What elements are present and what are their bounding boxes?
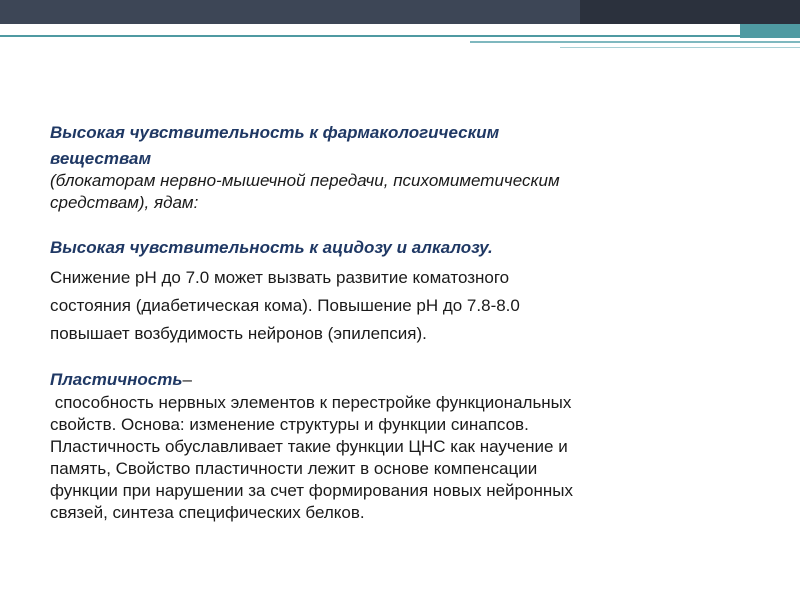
plasticity-heading — [50, 368, 750, 392]
header-band-dark — [580, 0, 800, 24]
accent-line — [560, 47, 800, 48]
plasticity-dash: – — [182, 370, 192, 389]
plasticity-line: память, Свойство пластичности лежит в основе компенсации — [50, 459, 538, 478]
accent-line — [470, 41, 800, 43]
plasticity-line: связей, синтеза специфических белков. — [50, 503, 365, 522]
acidosis-line3: повышает возбудимость нейронов (эпилепсия). — [50, 324, 427, 343]
acidosis-line2: состояния (диабетическая кома). Повышение рН до 7.8-8.0 — [50, 296, 520, 315]
spacer — [50, 348, 750, 368]
slide-content — [50, 118, 750, 524]
pharmacology-heading-line2: веществам — [50, 149, 152, 168]
plasticity-line: способность нервных элементов к перестройке функциональных — [50, 393, 572, 412]
acidosis-line1: Снижение рН до 7.0 может вызвать развитие коматозного — [50, 268, 510, 287]
pharmacology-heading-line1: Высокая чувствительность к фармакологическим — [50, 123, 500, 142]
pharmacology-sub-line2: средствам), ядам: — [50, 193, 199, 212]
pharmacology-sub-line1: (блокаторам нервно-мышечной передачи, психомиметическим — [50, 171, 560, 190]
plasticity-line: свойств. Основа: изменение структуры и функции синапсов. — [50, 415, 529, 434]
acidosis-heading: Высокая чувствительность к ацидозу и алкалозу. — [50, 238, 493, 257]
plasticity-line: Пластичность обуславливает такие функции ЦНС как научение и — [50, 437, 568, 456]
accent-line — [0, 35, 800, 37]
plasticity-line: функции при нарушении за счет формирования новых нейронных — [50, 481, 573, 500]
plasticity-heading-text: Пластичность — [50, 370, 183, 389]
spacer — [50, 214, 750, 232]
